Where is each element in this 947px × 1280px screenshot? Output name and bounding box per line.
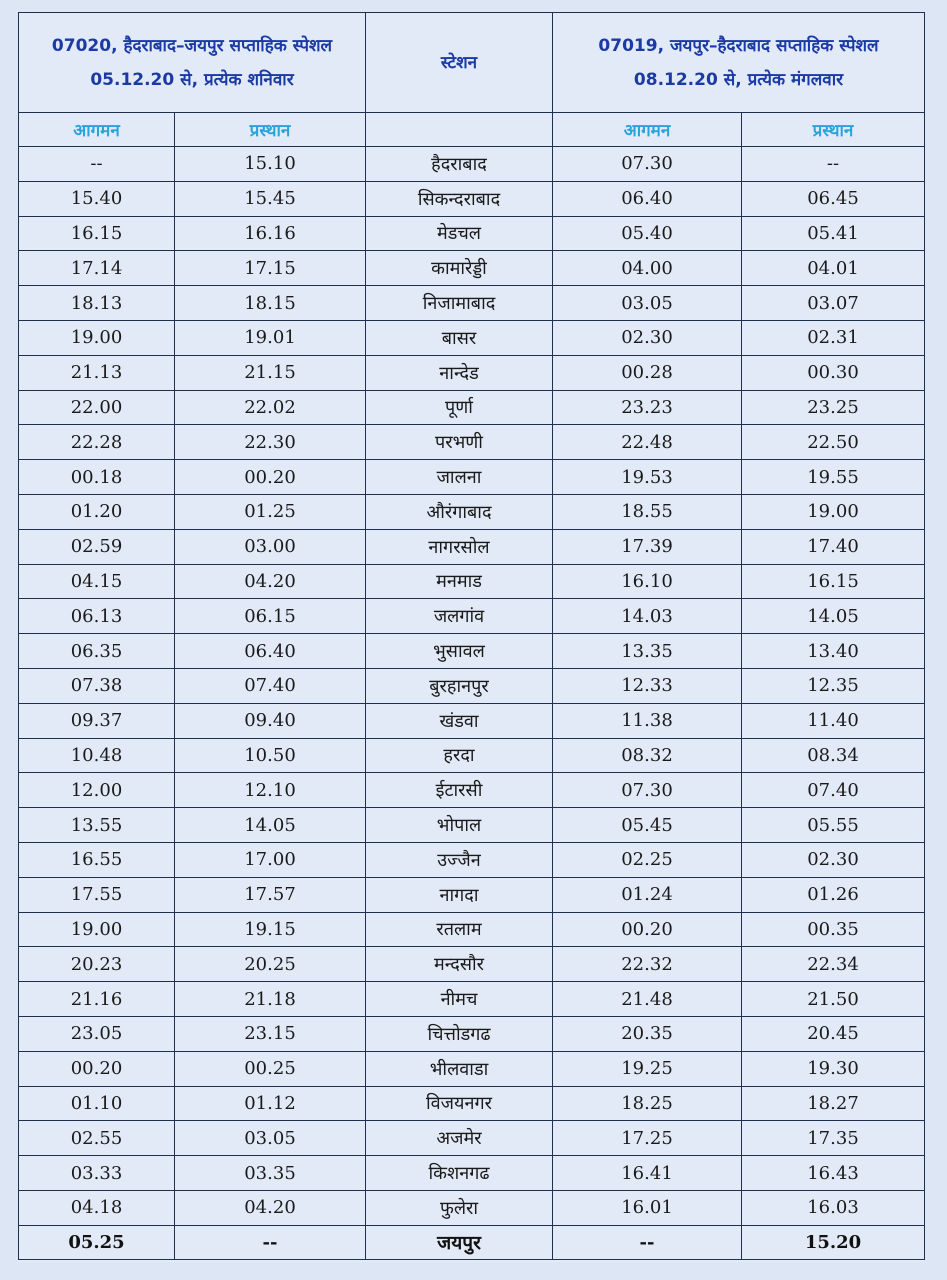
station-name-cell: जलगांव [366,599,553,634]
train-07020-arrival-cell: 17.14 [19,251,175,286]
table-row [19,216,925,251]
train-07020-departure-cell: 01.25 [175,494,366,529]
train-07020-departure-cell: 03.05 [175,1121,366,1156]
station-name-cell: नीमच [366,982,553,1017]
train-07019-arrival-cell: 07.30 [553,773,742,808]
train-07020-arrival-cell: 23.05 [19,1016,175,1051]
train-07019-departure-cell: -- [742,147,925,182]
train-07020-schedule: 05.12.20 से, प्रत्येक शनिवार [90,69,294,90]
table-row [19,564,925,599]
table-row [19,947,925,982]
table-row [19,460,925,495]
station-name-cell: बुरहानपुर [366,668,553,703]
train-07019-departure-cell: 16.03 [742,1190,925,1225]
table-row [19,877,925,912]
station-name-cell: हरदा [366,738,553,773]
train-07019-arrival-cell: 05.40 [553,216,742,251]
train-07019-arrival-cell: 16.41 [553,1156,742,1191]
train-07019-arrival-cell: 21.48 [553,982,742,1017]
station-name-cell: जालना [366,460,553,495]
station-name-cell: उज्जैन [366,842,553,877]
station-name-cell: मन्दसौर [366,947,553,982]
train-07020-arrival-cell: 00.18 [19,460,175,495]
train-07019-title: 07019, जयपुर–हैदराबाद सप्ताहिक स्पेशल [598,35,879,56]
train-07019-departure-cell: 13.40 [742,634,925,669]
train-07019-departure-cell: 03.07 [742,286,925,321]
station-name-cell: रतलाम [366,912,553,947]
train-07020-departure-cell: 12.10 [175,773,366,808]
train-07020-departure-cell: 03.35 [175,1156,366,1191]
train-07020-arrival-cell: 06.35 [19,634,175,669]
train-07019-departure-cell: 05.55 [742,808,925,843]
station-name-cell: कामारेड्डी [366,251,553,286]
train-07020-arrival-cell: 06.13 [19,599,175,634]
station-name-cell: विजयनगर [366,1086,553,1121]
table-row [19,634,925,669]
train-07019-departure-cell: 17.40 [742,529,925,564]
train-07019-departure-cell: 06.45 [742,181,925,216]
train-07019-departure-cell: 07.40 [742,773,925,808]
train-07020-arrival-cell: 10.48 [19,738,175,773]
train-07019-arrival-cell: 22.32 [553,947,742,982]
train-07019-arrival-cell: 19.53 [553,460,742,495]
train-07020-arrival-cell: 04.18 [19,1190,175,1225]
train-07019-departure-cell: 18.27 [742,1086,925,1121]
table-row [19,286,925,321]
train-07019-arrival-cell: 02.30 [553,320,742,355]
train-header-row [19,13,925,113]
train-07019-header [553,13,925,113]
train-07019-departure-cell: 16.43 [742,1156,925,1191]
station-name-cell: परभणी [366,425,553,460]
table-row [19,982,925,1017]
station-name-cell: भोपाल [366,808,553,843]
train-07020-departure-cell: 16.16 [175,216,366,251]
table-row [19,390,925,425]
train-07019-departure-cell: 02.31 [742,320,925,355]
train-07020-arrival-cell: 19.00 [19,912,175,947]
train-07020-departure-cell: 18.15 [175,286,366,321]
table-row [19,668,925,703]
station-name-cell: ईटारसी [366,773,553,808]
station-name-cell: नागदा [366,877,553,912]
table-row [19,773,925,808]
train-07020-arrival-cell: 16.55 [19,842,175,877]
table-row [19,181,925,216]
table-row [19,842,925,877]
train-07020-arrival-cell: 07.38 [19,668,175,703]
column-header-row [19,113,925,147]
table-row [19,599,925,634]
table-row [19,1051,925,1086]
station-name-cell: हैदराबाद [366,147,553,182]
train-07020-arrival-cell: 22.28 [19,425,175,460]
train-07020-arrival-cell: 04.15 [19,564,175,599]
train-07019-departure-cell: 01.26 [742,877,925,912]
train-07019-arrival-cell: 14.03 [553,599,742,634]
train-07020-arrival-header: आगमन [19,113,175,147]
train-07019-departure-cell: 11.40 [742,703,925,738]
train-07020-departure-cell: 22.30 [175,425,366,460]
train-07020-arrival-cell: 18.13 [19,286,175,321]
train-07019-departure-cell: 08.34 [742,738,925,773]
timetable [18,12,925,1260]
train-07020-departure-cell: 17.57 [175,877,366,912]
train-07019-arrival-cell: 11.38 [553,703,742,738]
table-row [19,1190,925,1225]
station-name-cell: अजमेर [366,1121,553,1156]
train-07019-arrival-cell: 18.25 [553,1086,742,1121]
train-07019-arrival-cell: 22.48 [553,425,742,460]
train-07020-arrival-cell: 22.00 [19,390,175,425]
train-07019-departure-cell: 23.25 [742,390,925,425]
train-07019-departure-cell: 21.50 [742,982,925,1017]
train-07020-departure-cell: 04.20 [175,1190,366,1225]
timetable-sheet [18,12,924,1262]
train-07019-departure-cell: 19.30 [742,1051,925,1086]
train-07019-arrival-cell: 03.05 [553,286,742,321]
train-07020-arrival-cell: 15.40 [19,181,175,216]
train-07019-departure-cell: 17.35 [742,1121,925,1156]
train-07020-arrival-cell: 02.59 [19,529,175,564]
table-row [19,703,925,738]
train-07020-departure-cell: 21.18 [175,982,366,1017]
station-header: स्टेशन [366,13,553,113]
terminal-station-row [19,1225,925,1259]
station-name-cell: खंडवा [366,703,553,738]
train-07020-title: 07020, हैदराबाद–जयपुर सप्ताहिक स्पेशल [51,35,333,56]
train-07019-departure-cell: 02.30 [742,842,925,877]
train-07020-arrival-cell: 05.25 [19,1225,175,1259]
train-07020-arrival-cell: 09.37 [19,703,175,738]
train-07019-arrival-cell: -- [553,1225,742,1259]
train-07020-departure-cell: -- [175,1225,366,1259]
station-name-cell: फुलेरा [366,1190,553,1225]
station-name-cell: नान्देड [366,355,553,390]
table-row [19,251,925,286]
table-row [19,912,925,947]
train-07020-departure-cell: 14.05 [175,808,366,843]
train-07020-departure-cell: 17.00 [175,842,366,877]
station-name-cell: किशनगढ [366,1156,553,1191]
train-07020-arrival-cell: -- [19,147,175,182]
table-row [19,529,925,564]
train-07019-arrival-cell: 00.20 [553,912,742,947]
train-07020-departure-cell: 19.01 [175,320,366,355]
train-07020-arrival-cell: 02.55 [19,1121,175,1156]
train-07019-arrival-cell: 12.33 [553,668,742,703]
train-07020-departure-cell: 21.15 [175,355,366,390]
station-name-cell: चित्तोडगढ [366,1016,553,1051]
train-07020-departure-cell: 07.40 [175,668,366,703]
train-07020-departure-cell: 00.25 [175,1051,366,1086]
table-row [19,355,925,390]
train-07019-arrival-cell: 13.35 [553,634,742,669]
train-07020-departure-cell: 06.40 [175,634,366,669]
station-name-cell: मेडचल [366,216,553,251]
train-07020-header [19,13,366,113]
train-07020-arrival-cell: 01.20 [19,494,175,529]
train-07019-arrival-cell: 17.39 [553,529,742,564]
train-07020-departure-cell: 19.15 [175,912,366,947]
train-07019-departure-cell: 16.15 [742,564,925,599]
train-07019-arrival-cell: 19.25 [553,1051,742,1086]
table-row [19,808,925,843]
station-name-cell: भुसावल [366,634,553,669]
train-07020-arrival-cell: 00.20 [19,1051,175,1086]
train-07019-arrival-header: आगमन [553,113,742,147]
train-07020-departure-cell: 10.50 [175,738,366,773]
train-07019-departure-cell: 14.05 [742,599,925,634]
train-07019-arrival-cell: 02.25 [553,842,742,877]
train-07020-arrival-cell: 12.00 [19,773,175,808]
train-07019-arrival-cell: 07.30 [553,147,742,182]
train-07019-arrival-cell: 08.32 [553,738,742,773]
train-07020-arrival-cell: 13.55 [19,808,175,843]
train-07019-arrival-cell: 18.55 [553,494,742,529]
table-row [19,1121,925,1156]
train-07020-departure-cell: 15.45 [175,181,366,216]
train-07020-departure-cell: 09.40 [175,703,366,738]
train-07020-departure-cell: 17.15 [175,251,366,286]
station-name-cell: नागरसोल [366,529,553,564]
train-07019-arrival-cell: 06.40 [553,181,742,216]
train-07019-departure-cell: 12.35 [742,668,925,703]
train-07020-departure-cell: 01.12 [175,1086,366,1121]
train-07019-arrival-cell: 20.35 [553,1016,742,1051]
station-subheader-blank [366,113,553,147]
table-row [19,1086,925,1121]
train-07020-arrival-cell: 01.10 [19,1086,175,1121]
train-07020-departure-cell: 06.15 [175,599,366,634]
train-07020-departure-cell: 00.20 [175,460,366,495]
train-07019-departure-cell: 15.20 [742,1225,925,1259]
train-07019-arrival-cell: 01.24 [553,877,742,912]
train-07019-departure-cell: 19.55 [742,460,925,495]
train-07019-schedule: 08.12.20 से, प्रत्येक मंगलवार [633,69,844,90]
train-07019-arrival-cell: 23.23 [553,390,742,425]
station-name-cell: निजामाबाद [366,286,553,321]
train-07019-departure-cell: 04.01 [742,251,925,286]
train-07020-departure-cell: 23.15 [175,1016,366,1051]
train-07019-arrival-cell: 00.28 [553,355,742,390]
table-row [19,738,925,773]
train-07020-departure-header: प्रस्थान [175,113,366,147]
station-name-cell: भीलवाडा [366,1051,553,1086]
train-07020-departure-cell: 03.00 [175,529,366,564]
train-07019-departure-cell: 00.30 [742,355,925,390]
table-row [19,147,925,182]
table-row [19,320,925,355]
train-07020-departure-cell: 15.10 [175,147,366,182]
train-07019-departure-cell: 19.00 [742,494,925,529]
train-07019-arrival-cell: 17.25 [553,1121,742,1156]
train-07020-departure-cell: 20.25 [175,947,366,982]
train-07019-departure-cell: 22.34 [742,947,925,982]
table-row [19,425,925,460]
train-07020-arrival-cell: 16.15 [19,216,175,251]
train-07020-arrival-cell: 21.16 [19,982,175,1017]
train-07019-departure-cell: 20.45 [742,1016,925,1051]
station-name-cell: सिकन्दराबाद [366,181,553,216]
train-07019-arrival-cell: 16.10 [553,564,742,599]
table-row [19,494,925,529]
train-07019-arrival-cell: 05.45 [553,808,742,843]
train-07019-arrival-cell: 16.01 [553,1190,742,1225]
train-07020-arrival-cell: 20.23 [19,947,175,982]
train-07020-arrival-cell: 17.55 [19,877,175,912]
station-name-cell: बासर [366,320,553,355]
train-07020-departure-cell: 22.02 [175,390,366,425]
train-07019-departure-header: प्रस्थान [742,113,925,147]
table-row [19,1016,925,1051]
train-07019-departure-cell: 05.41 [742,216,925,251]
station-name-cell: मनमाड [366,564,553,599]
station-name-cell: पूर्णा [366,390,553,425]
train-07019-departure-cell: 00.35 [742,912,925,947]
train-07019-arrival-cell: 04.00 [553,251,742,286]
train-07020-arrival-cell: 21.13 [19,355,175,390]
train-07020-arrival-cell: 03.33 [19,1156,175,1191]
table-row [19,1156,925,1191]
train-07020-departure-cell: 04.20 [175,564,366,599]
train-07020-arrival-cell: 19.00 [19,320,175,355]
station-name-cell: औरंगाबाद [366,494,553,529]
train-07019-departure-cell: 22.50 [742,425,925,460]
station-name-cell: जयपुर [366,1225,553,1259]
